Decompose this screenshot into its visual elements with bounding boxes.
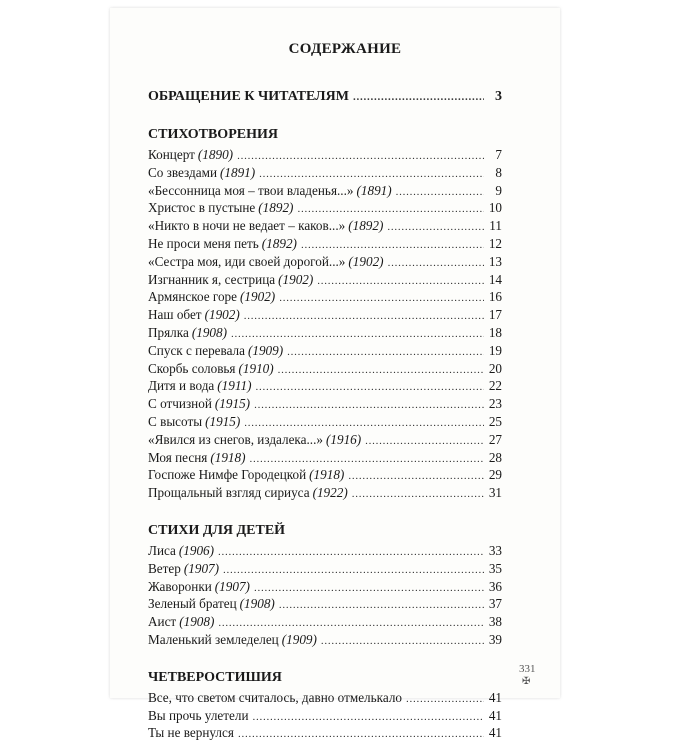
entry-page: 29 (488, 467, 502, 483)
entry-page: 25 (488, 413, 502, 429)
entry-page: 39 (488, 631, 502, 647)
entry-year: (1922) (312, 485, 348, 501)
page-title: СОДЕРЖАНИЕ (288, 41, 402, 57)
entry-year: (1902) (204, 307, 240, 323)
entry-year: (1910) (238, 360, 274, 376)
dot-leader (388, 255, 484, 273)
entry-title: С высоты (148, 413, 203, 429)
dot-leader (223, 562, 484, 580)
entry-page: 16 (488, 289, 502, 305)
toc-entry (148, 377, 502, 395)
entry-title: Не проси меня петь (148, 235, 259, 251)
entry-title: Дитя и вода (148, 378, 215, 394)
entry-page: 36 (488, 578, 502, 594)
entry-year: (1902) (278, 271, 314, 287)
entry-page: 38 (488, 614, 502, 630)
entry-year: (1891) (356, 182, 392, 198)
section-heading: СТИХИ ДЛЯ ДЕТЕЙ (148, 522, 286, 538)
dot-leader (317, 273, 484, 291)
entry-page: 10 (488, 200, 502, 216)
entry-year: (1891) (220, 164, 256, 180)
entry-title: Аист (148, 614, 177, 630)
toc-entry (148, 306, 502, 324)
entry-page: 27 (488, 431, 502, 447)
toc-entry (148, 164, 502, 182)
entry-title: Жаворонки (148, 578, 212, 594)
dot-leader (348, 468, 484, 486)
intro-title: ОБРАЩЕНИЕ К ЧИТАТЕЛЯМ (148, 89, 349, 104)
toc-entry (148, 324, 502, 342)
dot-leader (396, 184, 484, 202)
entry-title: Ты не вернулся (148, 725, 234, 741)
entry-title: С отчизной (148, 396, 212, 412)
toc-entry (148, 360, 502, 378)
entry-year: (1918) (309, 467, 345, 483)
toc-entry (148, 199, 502, 217)
entry-page: 35 (488, 560, 502, 576)
dot-leader (254, 580, 484, 598)
entry-title: Армянское горе (148, 289, 238, 305)
toc-entry (148, 449, 502, 467)
toc-entry (148, 631, 502, 649)
entry-title: «Сестра моя, иди своей дорогой...» (148, 253, 346, 269)
entry-year: (1892) (348, 218, 384, 234)
entry-year: (1907) (214, 578, 250, 594)
entry-year: (1918) (210, 449, 246, 465)
toc-entry (148, 542, 502, 560)
entry-page: 41 (488, 725, 502, 741)
section-heading: ЧЕТВЕРОСТИШИЯ (148, 669, 282, 685)
entry-year: (1902) (348, 253, 384, 269)
entry-page: 20 (488, 360, 502, 376)
toc-entry (148, 707, 502, 725)
dot-leader (254, 397, 484, 415)
intro-entry (148, 88, 502, 106)
toc-entry (148, 724, 502, 742)
toc-entry (148, 484, 502, 502)
entry-page: 31 (488, 485, 502, 501)
toc-entry (148, 146, 502, 164)
entry-year: (1902) (240, 289, 276, 305)
toc-entry (148, 235, 502, 253)
entry-year: (1906) (178, 542, 215, 558)
dot-leader (321, 633, 484, 651)
section-list (148, 146, 502, 502)
toc-entry (148, 413, 502, 431)
entry-title: Зеленый братец (148, 596, 237, 612)
entry-year: (1909) (247, 342, 284, 358)
dot-leader (387, 219, 484, 237)
entry-page: 18 (488, 324, 502, 340)
dot-leader (255, 379, 484, 397)
entry-page: 37 (488, 596, 502, 612)
entry-page: 11 (489, 218, 502, 234)
entry-page: 28 (488, 449, 502, 465)
toc-entry (148, 253, 502, 271)
entry-year: (1916) (325, 431, 362, 447)
section-list (148, 542, 502, 649)
toc-entry (148, 689, 502, 707)
entry-year: (1911) (217, 378, 252, 394)
entry-title: Скорбь соловья (148, 360, 236, 376)
entry-title: «Бессонница моя – твои владенья...» (148, 182, 354, 198)
entry-page: 23 (488, 396, 502, 412)
entry-page: 13 (488, 253, 502, 269)
entry-title: Христос в пустыне (148, 200, 256, 216)
entry-page: 7 (495, 147, 502, 162)
dot-leader (244, 308, 484, 326)
intro-page: 3 (495, 89, 502, 104)
toc-entry (148, 271, 502, 289)
entry-title: Вы прочь улетели (148, 707, 249, 723)
entry-page: 14 (488, 271, 502, 287)
entry-title: «Явился из снегов, издалека...» (148, 431, 323, 447)
entry-year: (1908) (239, 596, 275, 612)
toc-entry (148, 595, 502, 613)
toc-entry (148, 395, 502, 413)
book-page (110, 8, 560, 741)
toc-entry (148, 560, 502, 578)
toc-entry (148, 431, 502, 449)
entry-title: Маленький земледелец (148, 631, 279, 647)
sections (148, 126, 502, 742)
entry-title: Прощальный взгляд сириуса (148, 485, 310, 501)
entry-year: (1892) (261, 235, 297, 251)
toc-entry (148, 613, 502, 631)
page-number: 331 (519, 663, 536, 675)
entry-page: 41 (488, 707, 502, 723)
ornament-icon: ✠ (522, 676, 531, 687)
entry-title: Лиса (148, 542, 176, 558)
entry-title: Прялка (148, 324, 189, 340)
entry-title: Спуск с перевала (148, 342, 245, 358)
entry-page: 22 (488, 378, 502, 394)
dot-leader (352, 486, 484, 504)
toc-entry (148, 342, 502, 360)
entry-page: 41 (488, 689, 502, 705)
dot-leader (353, 88, 484, 106)
toc-entry (148, 217, 502, 235)
toc-entry (148, 182, 502, 200)
dot-leader (238, 726, 484, 744)
entry-title: Со звездами (148, 164, 217, 180)
entry-page: 9 (495, 182, 502, 198)
entry-year: (1908) (191, 324, 227, 340)
entry-year: (1907) (183, 560, 220, 576)
dot-leader (279, 597, 484, 615)
entry-page: 19 (488, 342, 502, 358)
toc-entry (148, 288, 502, 306)
entry-page: 8 (495, 164, 502, 180)
section-heading: СТИХОТВОРЕНИЯ (148, 127, 278, 142)
dot-leader (278, 362, 484, 380)
entry-title: Концерт (148, 147, 195, 162)
entry-page: 12 (488, 235, 502, 251)
entry-page: 33 (488, 542, 502, 558)
entry-year: (1915) (205, 413, 241, 429)
entry-title: Ветер (148, 560, 181, 576)
entry-year: (1909) (281, 631, 317, 647)
entry-year: (1890) (197, 147, 234, 162)
entry-page: 17 (488, 307, 502, 323)
entry-year: (1892) (258, 200, 294, 216)
entry-year: (1915) (214, 396, 251, 412)
toc-entry (148, 466, 502, 484)
entry-year: (1908) (179, 614, 215, 630)
dot-leader (279, 290, 484, 308)
dot-leader (218, 544, 484, 562)
dot-leader (287, 344, 484, 362)
section-list (148, 689, 502, 742)
entry-title: Изгнанник я, сестрица (148, 271, 276, 287)
dot-leader (365, 433, 484, 451)
entry-title: Моя песня (148, 449, 208, 465)
entry-title: Наш обет (148, 307, 202, 323)
entry-title: Госпоже Нимфе Городецкой (148, 467, 307, 483)
dot-leader (253, 709, 484, 727)
toc-entry (148, 578, 502, 596)
table-of-contents (148, 38, 502, 742)
dot-leader (237, 148, 484, 166)
entry-title: Все, что светом считалось, давно отмелькало (148, 689, 403, 705)
entry-title: «Никто в ночи не ведает – каков...» (148, 218, 346, 234)
